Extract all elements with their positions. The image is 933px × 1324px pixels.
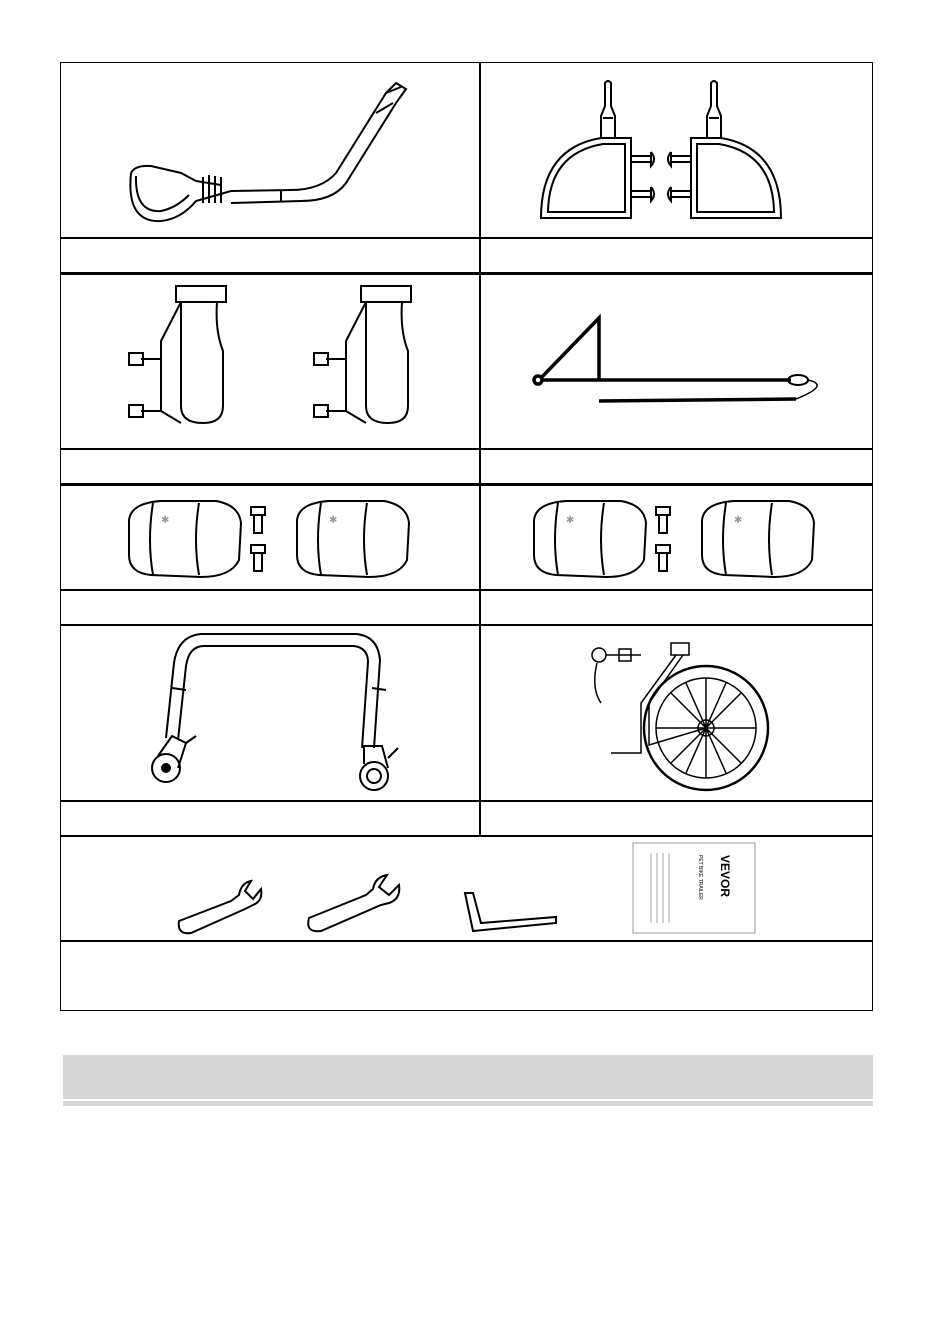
svg-text:VEVOR: VEVOR (718, 855, 732, 898)
wrench-icon (179, 881, 262, 933)
section-underline (63, 1101, 873, 1106)
svg-text:PET BIKE TRAILER: PET BIKE TRAILER (697, 855, 703, 900)
parts-table (60, 62, 873, 1011)
svg-text:✱: ✱ (161, 515, 170, 526)
row-rule (61, 624, 872, 626)
wheel-mount-pair-drawing (121, 281, 421, 446)
row-rule (61, 237, 872, 239)
row-rule (61, 800, 872, 802)
row-rule (61, 589, 872, 591)
section-heading-bar (63, 1055, 873, 1099)
row-rule (61, 835, 872, 837)
pad-and-bolt-set-drawing (121, 495, 421, 585)
svg-text:✱: ✱ (734, 515, 743, 526)
front-wheel-assembly-drawing (571, 633, 781, 793)
svg-text:✱: ✱ (329, 515, 338, 526)
row-rule (61, 483, 872, 486)
side-bracket-pair-drawing (521, 78, 821, 228)
svg-text:✱: ✱ (566, 515, 575, 526)
row-rule (61, 940, 872, 942)
manual-icon (633, 843, 755, 933)
push-handlebar-drawing (136, 628, 406, 798)
row-rule (61, 448, 872, 450)
wrenches-hexkey-manual-drawing (161, 843, 801, 938)
hex-key-icon (465, 893, 556, 931)
tow-arm-drawing (121, 73, 421, 233)
row-rule (61, 272, 872, 275)
pad-and-bolt-set-drawing (526, 495, 826, 585)
wrench-icon (308, 875, 399, 931)
safety-flag-drawing (531, 313, 841, 413)
